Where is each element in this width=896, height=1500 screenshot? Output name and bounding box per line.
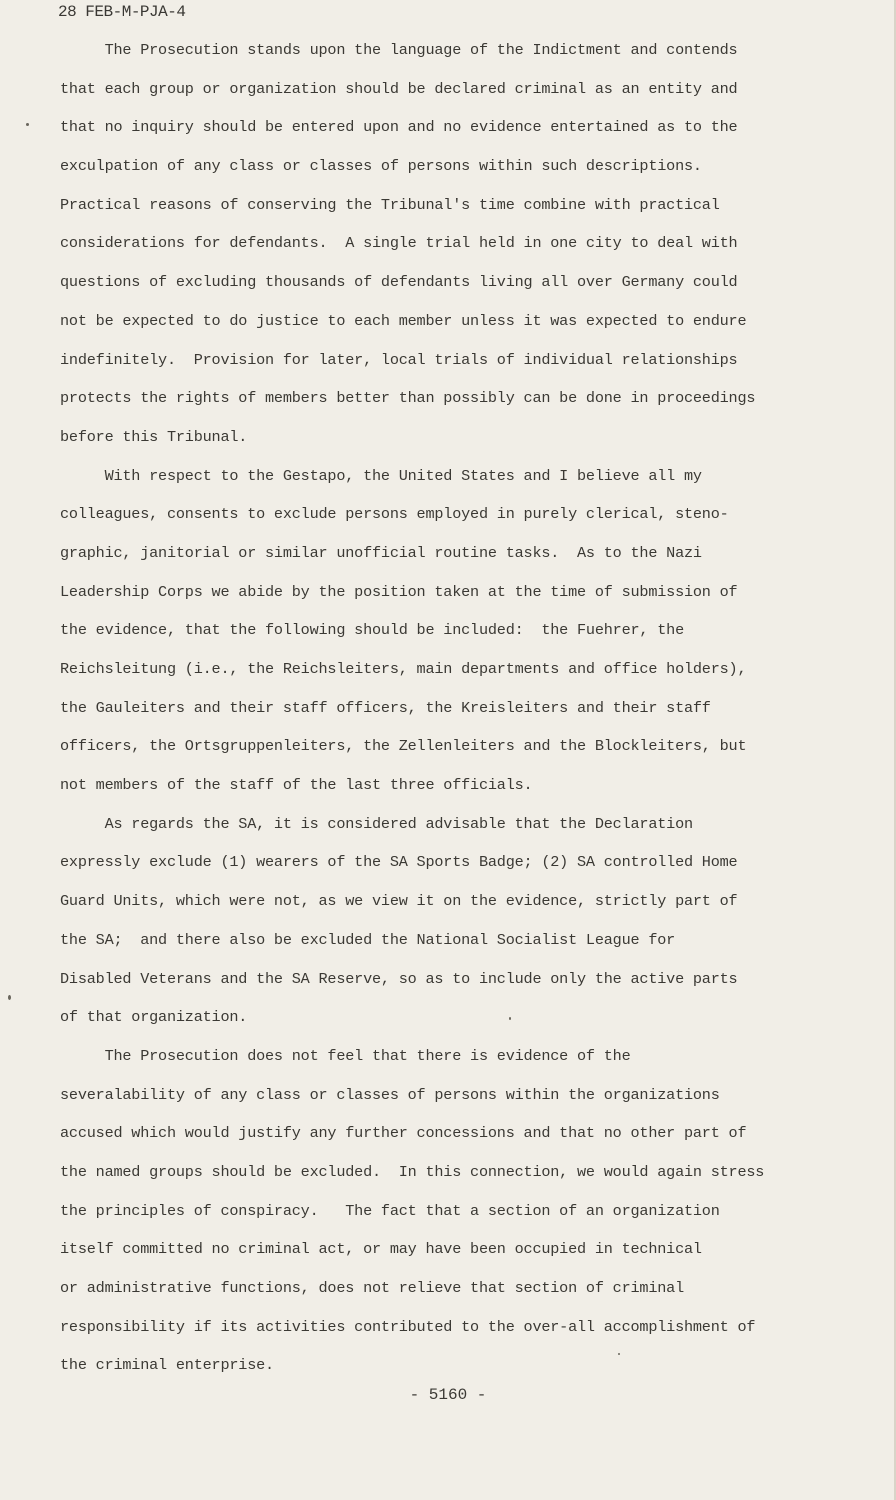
paper-speck [618,1353,620,1355]
paper-speck [509,1017,511,1020]
text-line: exculpation of any class or classes of persons within such descriptions. [60,157,702,176]
document-body [60,36,840,1390]
page-number: - 5160 - [409,1386,487,1404]
text-line: colleagues, consents to exclude persons employed in purely clerical, steno- [60,505,729,524]
text-line: expressly exclude (1) wearers of the SA Sports Badge; (2) SA controlled Home [60,853,738,872]
text-line: of that organization. [60,1008,248,1027]
text-line: The Prosecution stands upon the language of the Indictment and contends [60,41,738,59]
text-line: the SA; and there also be excluded the National Socialist League for [60,930,676,949]
text-line: graphic, janitorial or similar unofficial routine tasks. As to the Nazi [60,543,702,562]
text-line: With respect to the Gestapo, the United States and I believe all my [60,466,702,485]
text-line: not members of the staff of the last three officials. [60,776,533,795]
text-line: protects the rights of members better than possibly can be done in proceedings [60,389,756,408]
text-line: Guard Units, which were not, as we view it on the evidence, strictly part of [60,892,738,911]
text-line: the principles of conspiracy. The fact that a section of an organization [60,1201,720,1220]
text-line: Leadership Corps we abide by the position taken at the time of submission of [60,582,738,601]
text-line: the named groups should be excluded. In this connection, we would again stress [60,1162,765,1181]
text-line: considerations for defendants. A single trial held in one city to deal with [60,234,738,253]
text-line: As regards the SA, it is considered advisable that the Declaration [60,814,693,833]
document-header: 28 FEB-M-PJA-4 [58,3,186,21]
text-line: responsibility if its activities contributed to the over-all accomplishment of [60,1317,756,1336]
text-line: The Prosecution does not feel that there is evidence of the [60,1046,631,1065]
text-line: Reichsleitung (i.e., the Reichsleiters, main departments and office holders), [60,660,747,678]
text-line: Practical reasons of conserving the Tribunal's time combine with practical [60,195,720,214]
text-line: indefinitely. Provision for later, local trials of individual relationships [60,350,738,369]
text-line: the evidence, that the following should be included: the Fuehrer, the [60,621,684,640]
text-line: the criminal enterprise. [60,1356,274,1375]
text-line: accused which would justify any further concessions and that no other part of [60,1124,747,1143]
paper-speck [8,995,11,1000]
text-line: the Gauleiters and their staff officers, the Kreisleiters and their staff [60,698,711,717]
paper-speck [26,123,29,126]
text-line: Disabled Veterans and the SA Reserve, so as to include only the active parts [60,969,738,988]
text-line: that each group or organization should be declared criminal as an entity and [60,79,738,98]
text-line: officers, the Ortsgruppenleiters, the Zellenleiters and the Blockleiters, but [60,737,747,756]
text-line: severalability of any class or classes of persons within the organizations [60,1085,720,1104]
text-line: or administrative functions, does not relieve that section of criminal [60,1279,684,1297]
text-line: itself committed no criminal act, or may have been occupied in technical [60,1240,702,1259]
text-line: not be expected to do justice to each member unless it was expected to endure [60,311,747,330]
text-line: questions of excluding thousands of defendants living all over Germany could [60,273,738,292]
text-line: that no inquiry should be entered upon and no evidence entertained as to the [60,118,738,137]
text-line: before this Tribunal. [60,427,248,446]
